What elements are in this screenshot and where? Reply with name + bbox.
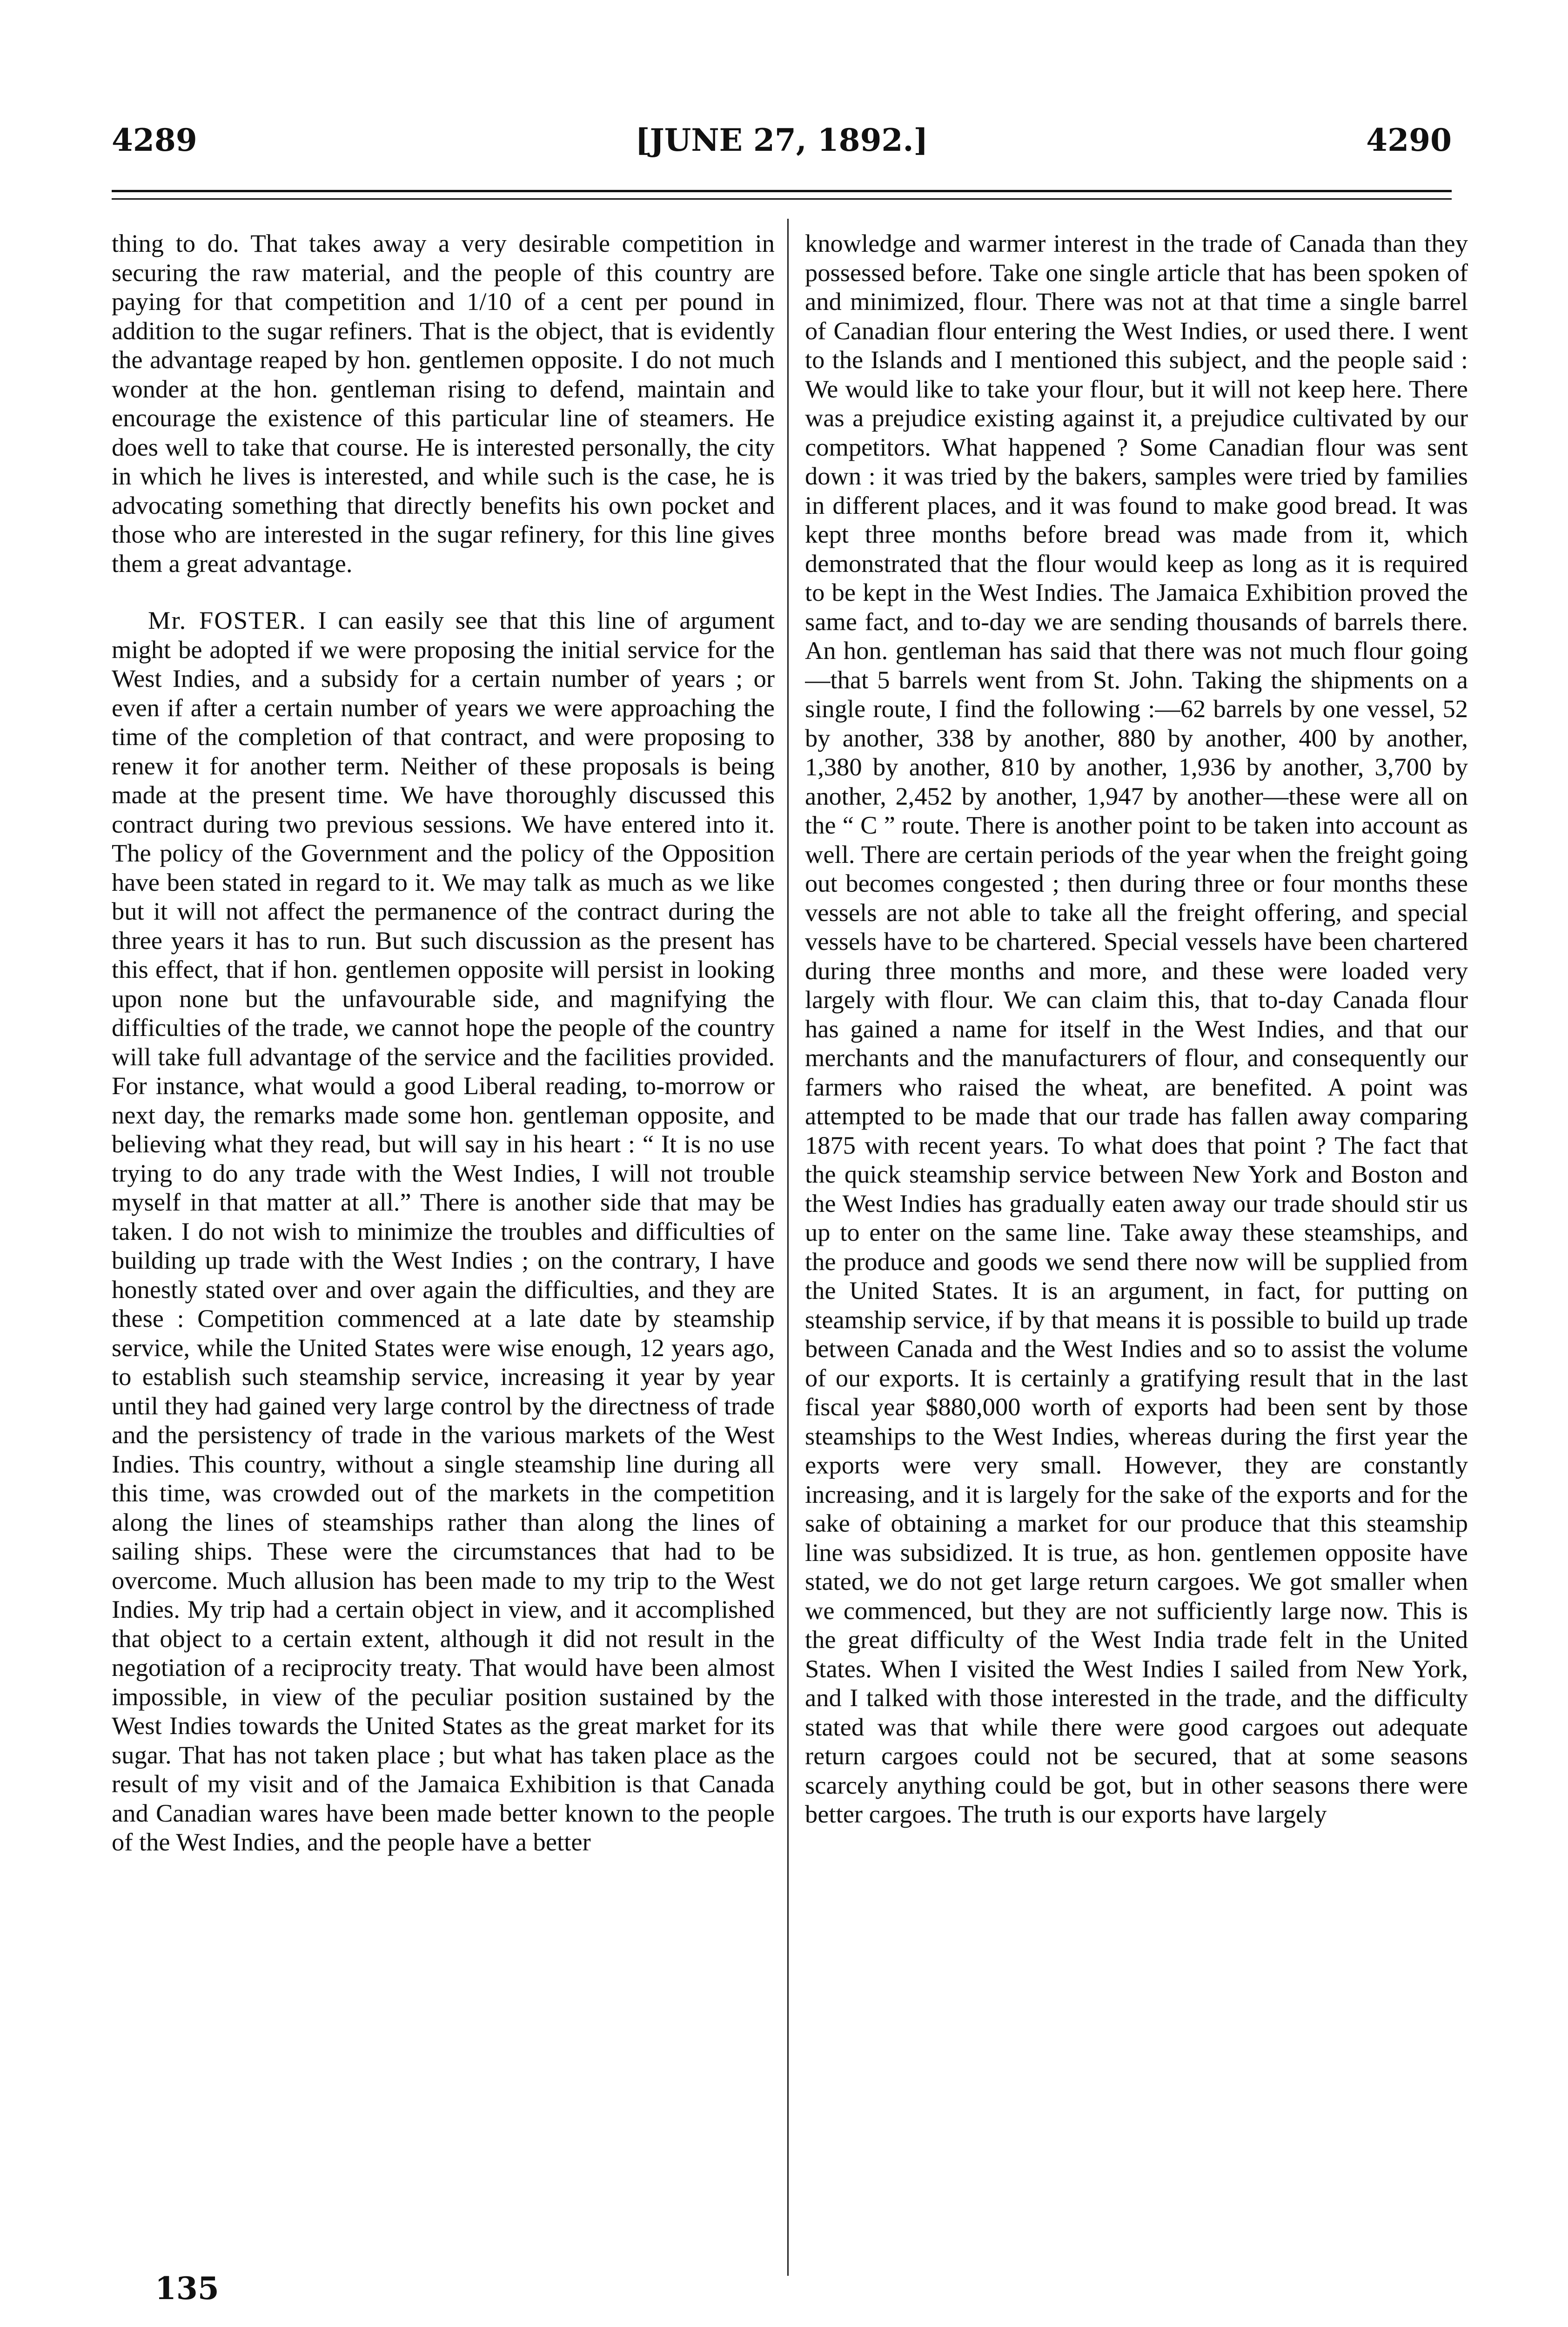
left-column (112, 229, 775, 2267)
page-number-right: 4290 (1366, 122, 1452, 158)
header-rule-thin (112, 198, 1452, 200)
paragraph: thing to do. That takes away a very desirable competition in securing the raw material, and the people of this country are paying for that competition and 1/10 of a cent per pound in addition to the sugar refiners. That is the object, that is evidently the advantage reaped by hon. gentlemen opposite. I do not much wonder at the hon. gentleman rising to defend, maintain and encourage the existence of this particular line of steamers. He does well to take that course. He is interested personally, the city in which he lives is interested, and while such is the case, he is advocating something that directly benefits his own pocket and those who are interested in the sugar refinery, for this line gives them a great advantage. (112, 229, 775, 578)
page-number-left: 4289 (112, 122, 197, 158)
right-column (805, 229, 1468, 2267)
page-header (112, 122, 1452, 173)
speaker-name: Mr. FOSTER. (148, 606, 307, 634)
column-divider (787, 219, 789, 2276)
header-date: [JUNE 27, 1892.] (635, 122, 928, 158)
paragraph: knowledge and warmer interest in the trade of Canada than they possessed before. Take one single article that has been spoken of and minimized, flour. There was not at that time a single barrel of Canadian flour entering the West Indies, or used there. I went to the Islands and I mentioned this subject, and the people said : We would like to take your flour, but it will not keep here. There was a prejudice existing against it, a prejudice cultivated by our competitors. What happened ? Some Canadian flour was sent down : it was tried by the bakers, samples were tried by families in different places, and it was found to make good bread. It was kept three months before bread was made from it, which demonstrated that the flour would keep as long as it is required to be kept in the West Indies. The Jamaica Exhibition proved the same fact, and to-day we are sending thousands of barrels there. An hon. gentleman has said that there was not much flour going—that 5 barrels went from St. John. Taking the shipments on a single route, I find the following :—62 barrels by one vessel, 52 by another, 338 by another, 880 by another, 400 by another, 1,380 by another, 810 by another, 1,936 by another, 3,700 by another, 2,452 by another, 1,947 by another—these were all on the “ C ” route. There is another point to be taken into account as well. There are certain periods of the year when the freight going out becomes congested ; then during three or four months these vessels are not able to take all the freight offering, and special vessels have to be chartered. Special vessels have been chartered during three months and more, and these were loaded very largely with flour. We can claim this, that to-day Canada flour has gained a name for itself in the West Indies, and that our merchants and the manufacturers of flour, and consequently our farmers who raised the wheat, are benefited. A point was attempted to be made that our trade has fallen away comparing 1875 with recent years. To what does that point ? The fact that the quick steamship service between New York and Boston and the West Indies has gradually eaten away our trade should stir us up to enter on the same line. Take away these steamships, and the produce and goods we send there now will be supplied from the United States. It is an argument, in fact, for putting on steamship service, if by that means it is possible to build up trade between Canada and the West Indies and so to assist the volume of our exports. It is certainly a gratifying result that in the last fiscal year $880,000 worth of exports had been sent by those steamships to the West Indies, whereas during the first year the exports were very small. However, they are constantly increasing, and it is largely for the sake of the exports and for the sake of obtaining a market for our produce that this steamship line was subsidized. It is true, as hon. gentlemen opposite have stated, we do not get large return cargoes. We got smaller when we commenced, but they are not sufficiently large now. This is the great difficulty of the West India trade felt in the United States. When I visited the West Indies I sailed from New York, and I talked with those interested in the trade, and the difficulty stated was that while there were good cargoes out adequate return cargoes could not be secured, that at some seasons scarcely anything could be got, but in other seasons there were better cargoes. The truth is our exports have largely (805, 229, 1468, 1828)
speech-text: I can easily see that this line of argument might be adopted if we were proposing the initial service for the West Indies, and a subsidy for a certain number of years ; or even if after a certain number of years we were approaching the time of the completion of that contract, and were proposing to renew it for another term. Neither of these proposals is being made at the present time. We have thoroughly discussed this contract during two previous sessions. We have entered into it. The policy of the Government and the policy of the Opposition have been stated in regard to it. We may talk as much as we like but it will not affect the permanence of the contract during the three years it has to run. But such discussion as the present has this effect, that if hon. gentlemen opposite will persist in looking upon none but the unfavourable side, and magnifying the difficulties of the trade, we cannot hope the people of the country will take full advantage of the service and the facilities provided. For instance, what would a good Liberal reading, to-morrow or next day, the remarks made some hon. gentleman opposite, and believing what they read, but will say in his heart : “ It is no use trying to do any trade with the West Indies, I will not trouble myself in that matter at all.” There is another side that may be taken. I do not wish to minimize the troubles and difficulties of building up trade with the West Indies ; on the contrary, I have honestly stated over and over again the difficulties, and they are these : Competition commenced at a late date by steamship service, while the United States were wise enough, 12 years ago, to establish such steamship service, increasing it year by year until they had gained very large control by the directness of trade and the persistency of trade in the various markets of the West Indies. This country, without a single steamship line during all this time, was crowded out of the markets in the competition along the lines of steamships rather than along the lines of sailing ships. These were the circumstances that had to be overcome. Much allusion has been made to my trip to the West Indies. My trip had a certain object in view, and it accomplished that object to a certain extent, although it did not result in the negotiation of a reciprocity treaty. That would have been almost impossible, in view of the peculiar position sustained by the West Indies towards the United States as the great market for its sugar. That has not taken place ; but what has taken place as the result of my visit and of the Jamaica Exhibition is that Canada and Canadian wares have been made better known to the people of the West Indies, and the people have a better (112, 606, 775, 1856)
signature-number: 135 (155, 2270, 219, 2307)
speech-paragraph (112, 606, 775, 1857)
header-rule-thick (112, 190, 1452, 192)
